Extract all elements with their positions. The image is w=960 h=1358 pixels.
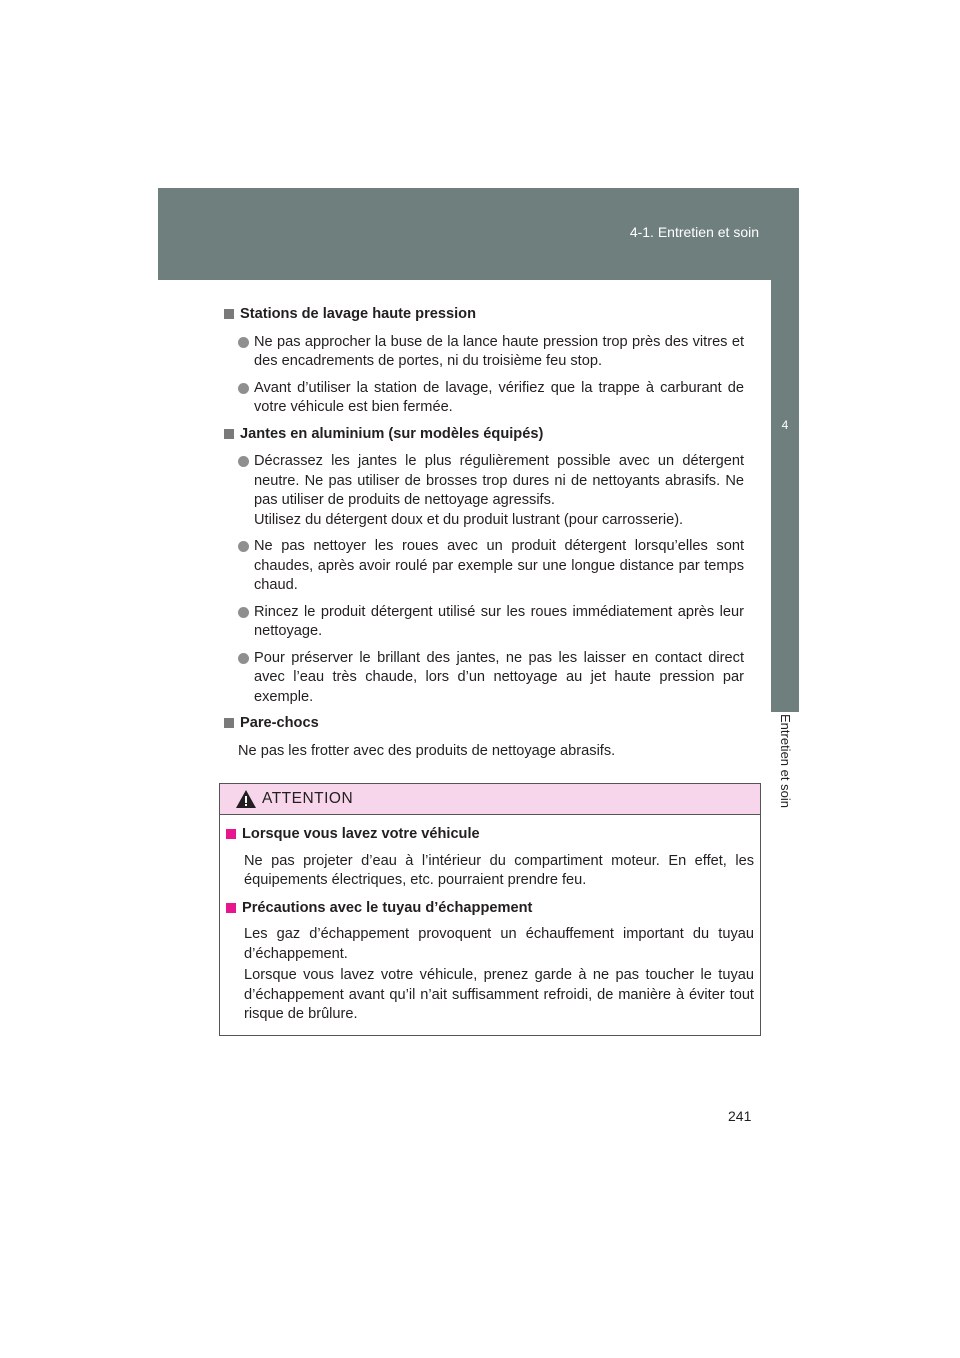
page-number: 241 [728, 1108, 752, 1124]
list-item: Rincez le produit détergent utilisé sur les roues immédiatement après leur nettoyage. [238, 603, 744, 642]
main-content [224, 305, 744, 769]
list-item: Avant d’utiliser la station de lavage, vérifiez que la trappe à carburant de votre véhicule est bien fermée. [238, 379, 744, 418]
warning-icon [235, 789, 257, 809]
chapter-title: Entretien et soin [778, 714, 793, 808]
square-bullet-icon [224, 429, 234, 439]
square-bullet-icon [226, 903, 236, 913]
round-bullet-icon [238, 337, 249, 348]
section-heading: Pare-chocs [224, 714, 744, 734]
round-bullet-icon [238, 541, 249, 552]
section-header [158, 188, 799, 280]
warning-title: ATTENTION [262, 790, 354, 807]
warning-header [220, 784, 760, 815]
round-bullet-icon [238, 383, 249, 394]
chapter-number: 4 [781, 418, 789, 432]
chapter-tab [771, 372, 799, 712]
round-bullet-icon [238, 456, 249, 467]
chapter-tab-upper [771, 280, 799, 372]
warning-text: Ne pas projeter d’eau à l’intérieur du compartiment moteur. En effet, les équipements électriques, etc. pourraient prendre feu. [244, 852, 754, 888]
list-item: Ne pas nettoyer les roues avec un produit détergent lorsqu’elles sont chaudes, après avoir roulé par exemple sur une longue distance par temps chaud. [238, 537, 744, 596]
chapter-title-box [771, 712, 799, 832]
square-bullet-icon [224, 718, 234, 728]
warning-text: Les gaz d’échappement provoquent un échauffement important du tuyau d’échappement. [244, 926, 754, 962]
section-text: Ne pas les frotter avec des produits de nettoyage abrasifs. [238, 742, 616, 759]
warning-box [219, 783, 761, 1036]
section-title: 4-1. Entretien et soin [629, 224, 759, 240]
warning-text: Lorsque vous lavez votre véhicule, prenez garde à ne pas toucher le tuyau d’échappement avant qu’il n’ait suffisamment refroidi, de manière à éviter tout risque de brûlure. [244, 967, 754, 1022]
warning-heading: Précautions avec le tuyau d’échappement [226, 899, 754, 919]
square-bullet-icon [224, 309, 234, 319]
warning-content [220, 815, 760, 1025]
section-heading: Stations de lavage haute pression [224, 305, 744, 325]
list-item: Ne pas approcher la buse de la lance haute pression trop près des vitres et des encadrements de portes, ni du troisième feu stop. [238, 333, 744, 372]
round-bullet-icon [238, 653, 249, 664]
square-bullet-icon [226, 829, 236, 839]
section-heading: Jantes en aluminium (sur modèles équipés) [224, 425, 744, 445]
list-item: Pour préserver le brillant des jantes, ne pas les laisser en contact direct avec l’eau très chaude, lors d’un nettoyage au jet haute pression par exemple. [238, 649, 744, 708]
warning-heading: Lorsque vous lavez votre véhicule [226, 825, 754, 845]
round-bullet-icon [238, 607, 249, 618]
list-item: Décrassez les jantes le plus régulièrement possible avec un détergent neutre. Ne pas utiliser de brosses trop dures ni de nettoyants abrasifs. Ne pas utiliser de produits de nettoyage agressifs. Utilisez du détergent doux et du produit lustrant (pour carrosserie). [238, 452, 744, 530]
